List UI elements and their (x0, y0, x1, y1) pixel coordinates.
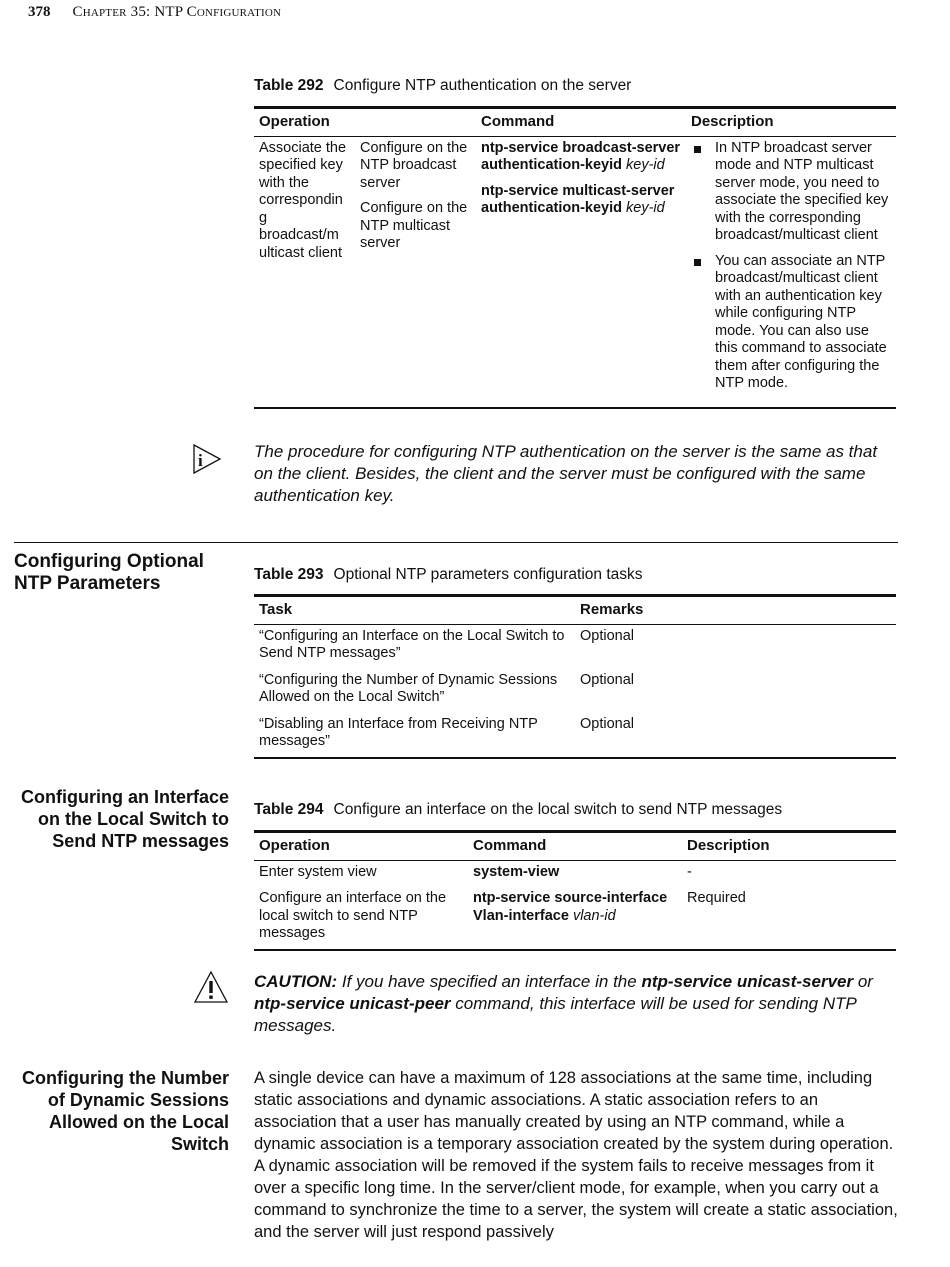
command-keyword: ntp-service broadcast-server authentication-keyid (481, 139, 681, 173)
column-header: Description (682, 832, 896, 861)
table-row (254, 669, 896, 713)
command-keyword: system-view (473, 863, 560, 880)
command-broadcast (481, 140, 681, 175)
remarks-cell: Optional (575, 713, 896, 758)
table-title: Configure NTP authentication on the server (333, 77, 632, 94)
caution-text: If you have specified an interface in the (341, 972, 637, 991)
table-number: Table 293 (254, 566, 324, 583)
table-293-caption (254, 566, 643, 584)
command-cell (468, 887, 682, 950)
column-header: Operation (254, 832, 468, 861)
chapter-title: Chapter 35: NTP Configuration (72, 4, 282, 20)
table-row (254, 887, 896, 950)
caution-text: or (857, 972, 873, 991)
command-argument: key-id (626, 157, 665, 173)
caution-label: CAUTION: (254, 972, 338, 991)
table-294 (254, 830, 896, 951)
task-cell: “Configuring an Interface on the Local Switch to Send NTP messages” (259, 627, 565, 661)
caution-icon (193, 970, 229, 1004)
table-number: Table 294 (254, 801, 324, 818)
column-header: Operation (254, 108, 476, 137)
bullet-item: You can associate an NTP broadcast/multicast client with an authentication key while configuring NTP mode. You can also use this command to associate them after configuring the NTP mode. (691, 253, 891, 393)
task-cell: “Disabling an Interface from Receiving NTP messages” (254, 713, 575, 758)
caution-note (254, 971, 899, 1037)
sub-operation-broadcast: Configure on the NTP broadcast server (360, 139, 468, 191)
remarks-cell: Optional (580, 671, 635, 688)
caution-command: ntp-service unicast-server (641, 972, 854, 991)
table-292-caption (254, 77, 631, 95)
command-argument: vlan-id (572, 907, 616, 924)
table-292 (254, 106, 896, 409)
table-title: Optional NTP parameters configuration tasks (333, 566, 643, 583)
command-multicast (481, 183, 681, 218)
column-header: Remarks (575, 596, 896, 625)
remarks-cell: Optional (580, 627, 635, 644)
operation-cell: Associate the specified key with the correspondin g broadcast/m ulticast client (254, 136, 355, 408)
bullet-item: In NTP broadcast server mode and NTP multicast server mode, you need to associate the specified key with the corresponding broadcast/multicast client (691, 140, 891, 245)
table-row (254, 713, 896, 758)
operation-cell: Configure an interface on the local switch to send NTP messages (254, 887, 468, 950)
operation-cell: Enter system view (259, 863, 377, 880)
task-cell: “Configuring the Number of Dynamic Sessions Allowed on the Local Switch” (259, 671, 558, 705)
command-keyword: ntp-service source-interface Vlan-interface (473, 890, 668, 924)
section-heading-optional: Configuring Optional NTP Parameters (14, 551, 204, 594)
table-row (254, 860, 896, 887)
section-heading-interface: Configuring an Interface on the Local Switch to Send NTP messages (20, 787, 229, 851)
description-bullets (691, 140, 891, 393)
description-cell (686, 136, 896, 408)
command-cell (476, 136, 686, 408)
command-keyword: ntp-service multicast-server authentication-keyid (481, 182, 675, 216)
page-number: 378 (28, 4, 51, 20)
column-header: Task (254, 596, 575, 625)
info-note: The procedure for configuring NTP authentication on the server is the same as that on the client. Besides, the client and the server must be configured with the same authentication key. (254, 442, 878, 505)
caution-text: command, this interface will be used for sending NTP messages. (254, 994, 857, 1035)
command-cell (468, 860, 682, 887)
column-header: Description (686, 108, 896, 137)
svg-text:i: i (198, 451, 203, 470)
dynamic-sessions-paragraph: A single device can have a maximum of 128 associations at the same time, including static associations and dynamic associations. A static association refers to an association that a user has manually created by using an NTP command, while a dynamic association is a temporary association created by the system during operation. A dynamic association will be removed if the system fails to receive messages from it over a specific long time. In the server/client mode, for example, when you carry out a command to synchronize the time to a server, the system will create a static association, and the server will just respond passively (254, 1069, 898, 1241)
info-icon (192, 443, 222, 475)
sub-operation-multicast: Configure on the NTP multicast server (360, 200, 468, 251)
description-cell: Required (682, 887, 896, 950)
description-cell: - (687, 863, 692, 880)
section-divider (14, 542, 898, 543)
table-number: Table 292 (254, 77, 324, 94)
table-title: Configure an interface on the local switch to send NTP messages (333, 801, 783, 818)
section-heading-dynamic: Configuring the Number of Dynamic Sessions Allowed on the Local Switch (22, 1068, 229, 1154)
caution-command: ntp-service unicast-peer (254, 994, 451, 1013)
running-header (28, 4, 281, 21)
table-293 (254, 594, 896, 759)
column-header: Command (468, 832, 682, 861)
table-294-caption (254, 801, 782, 819)
sub-operation-cell (355, 136, 476, 408)
table-row (254, 624, 896, 669)
command-argument: key-id (626, 200, 665, 216)
column-header: Command (476, 108, 686, 137)
